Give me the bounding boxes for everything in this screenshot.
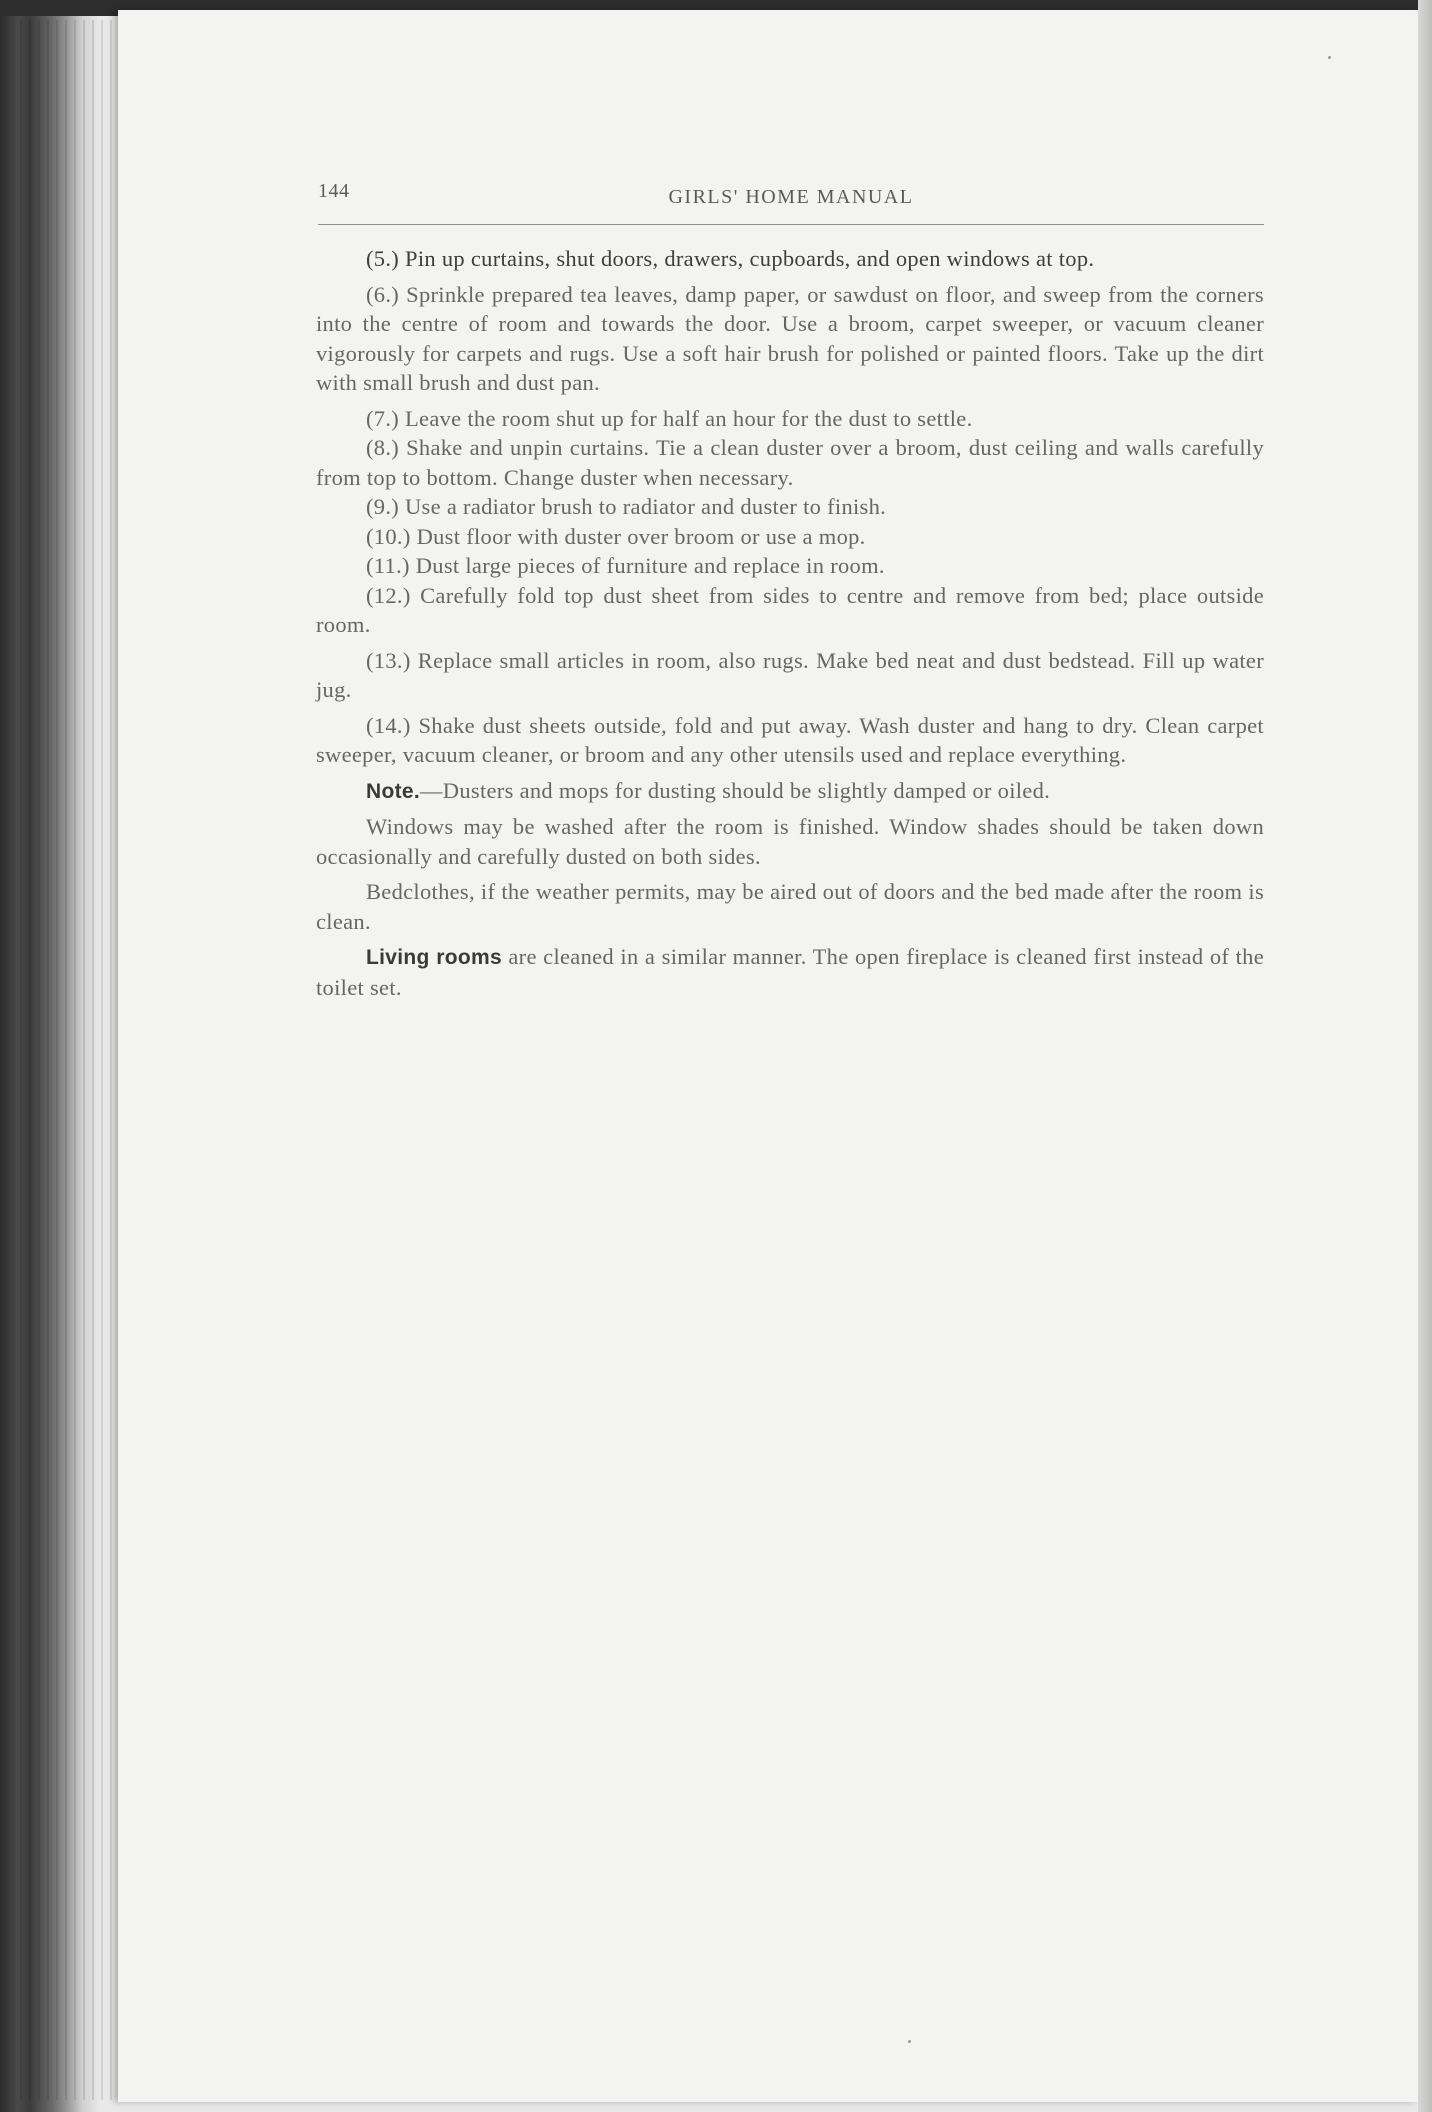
step-number: (12.): [366, 582, 411, 608]
step-paragraph: [316, 711, 1264, 770]
running-title: GIRLS' HOME MANUAL: [668, 186, 914, 208]
step-number: (6.): [366, 281, 400, 307]
step-number: (7.): [366, 405, 400, 431]
step-paragraph: [316, 522, 1264, 552]
step-text: Carefully fold top dust sheet from sides to centre and remove from bed; place outside room.: [316, 582, 1264, 637]
windows-paragraph: Windows may be washed after the room is finished. Window shades should be taken down occasionally and carefully dusted on both sides.: [316, 814, 1264, 869]
note-paragraph: [316, 776, 1264, 807]
right-page-edge: [1418, 0, 1432, 2112]
step-paragraph: [316, 551, 1264, 581]
page-header: [318, 180, 1264, 225]
step-text: Shake and unpin curtains. Tie a clean duster over a broom, dust ceiling and walls carefully from top to bottom. Change duster when necessary.: [316, 435, 1264, 490]
note-text: —Dusters and mops for dusting should be slightly damped or oiled.: [420, 777, 1051, 803]
step-text: Pin up curtains, shut doors, drawers, cupboards, and open windows at top.: [405, 246, 1095, 271]
step-text: Leave the room shut up for half an hour for the dust to settle.: [405, 405, 973, 431]
step-number: (13.): [366, 647, 411, 673]
living-rooms-text: are cleaned in a similar manner. The open fireplace is cleaned first instead of the toilet set.: [316, 944, 1264, 1000]
step-number: (5.): [366, 246, 400, 271]
page-stack-edges: [20, 20, 120, 2100]
step-text: Replace small articles in room, also rugs. Make bed neat and dust bedstead. Fill up water jug.: [316, 647, 1265, 702]
step-paragraph: [316, 244, 1264, 274]
note-label: Note.: [366, 779, 420, 803]
living-rooms-paragraph: [316, 942, 1264, 1002]
step-paragraph: [316, 280, 1264, 398]
step-paragraph: [316, 433, 1264, 492]
living-rooms-label: Living rooms: [366, 946, 502, 969]
step-paragraph: [316, 492, 1264, 522]
step-paragraph: [316, 404, 1264, 434]
bedclothes-paragraph: Bedclothes, if the weather permits, may be aired out of doors and the bed made after the room is clean.: [316, 879, 1264, 934]
paper-speck: [908, 2040, 911, 2043]
page-number: 144: [318, 180, 350, 202]
step-text: Use a radiator brush to radiator and duster to finish.: [405, 494, 887, 519]
step-paragraph: [316, 646, 1264, 705]
step-text: Shake dust sheets outside, fold and put away. Wash duster and hang to dry. Clean carpet sweeper, vacuum cleaner, or broom and any other utensils used and replace everything.: [316, 712, 1264, 767]
step-number: (10.): [366, 523, 411, 549]
step-text: Dust floor with duster over broom or use a mop.: [416, 523, 866, 549]
step-text: Sprinkle prepared tea leaves, damp paper, or sawdust on floor, and sweep from the corners into the centre of room and towards the door. Use a broom, carpet sweeper, or vacuum cleaner vigorously for carpets and rugs. Use a soft hair brush for polished or painted floors. Take up the dirt with small brush and dust pan.: [316, 281, 1264, 395]
step-number: (8.): [366, 435, 400, 460]
paper-speck: [1328, 56, 1331, 59]
step-number: (11.): [366, 553, 410, 578]
step-number: (14.): [366, 712, 411, 738]
step-number: (9.): [366, 494, 400, 519]
step-paragraph: [316, 581, 1264, 640]
step-text: Dust large pieces of furniture and replace in room.: [415, 553, 885, 578]
body-text: [316, 244, 1264, 1008]
